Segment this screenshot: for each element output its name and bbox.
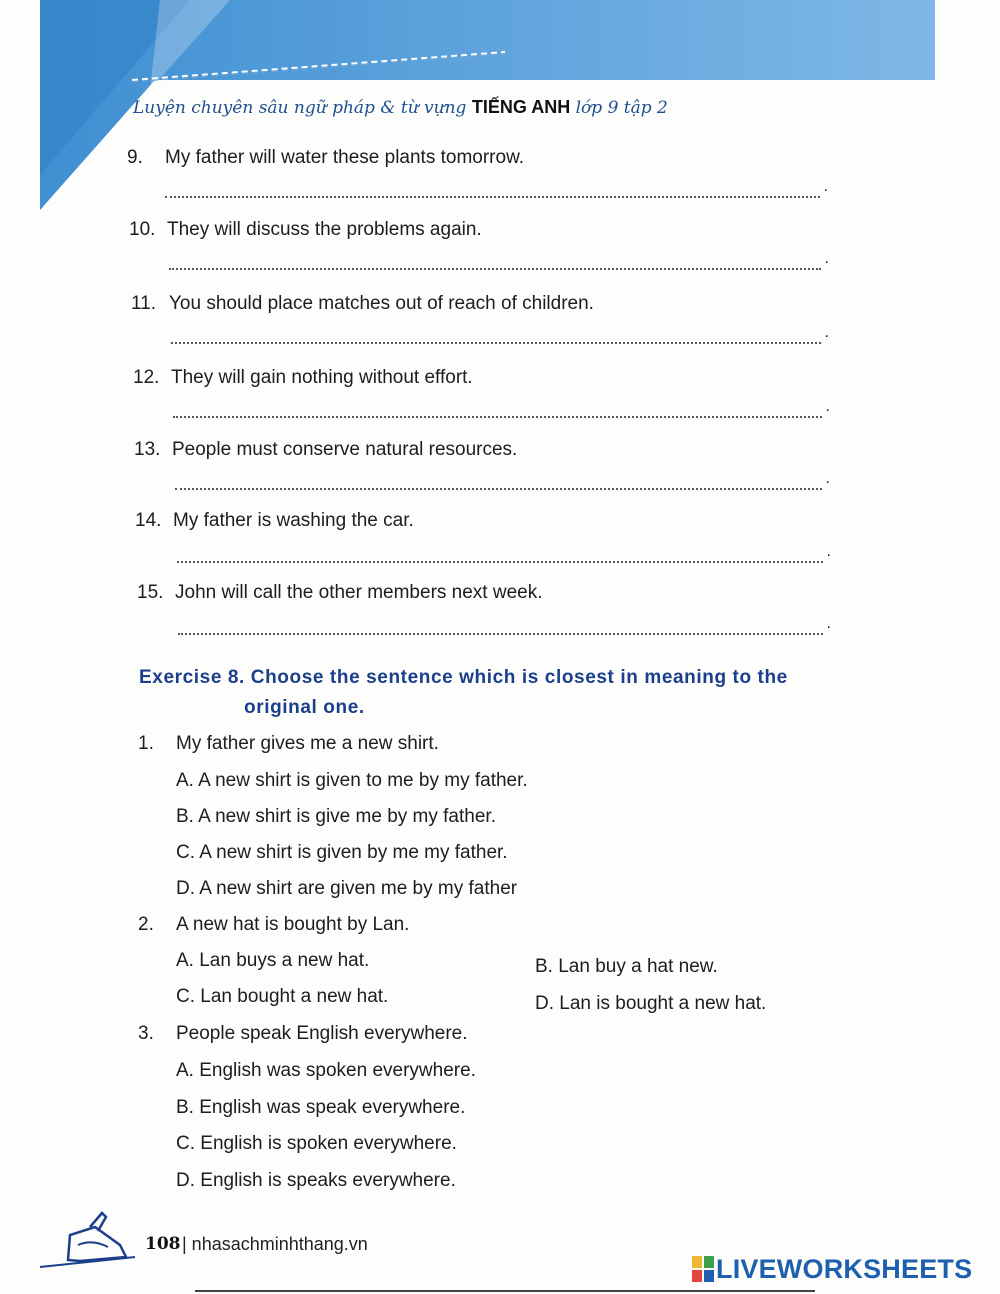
option-b[interactable]: B. Lan buy a hat new.	[535, 956, 718, 977]
rewrite-item: 12. They will gain nothing without effort.	[133, 367, 473, 388]
publisher-site: | nhasachminhthang.vn	[182, 1234, 368, 1254]
header-title-bold: TIẾNG ANH	[471, 97, 571, 117]
option-b[interactable]: B. English was speak everywhere.	[176, 1097, 466, 1118]
header-title-prefix: Luyện chuyên sâu ngữ pháp & từ vựng	[133, 98, 467, 118]
option-d[interactable]: D. A new shirt are given me by my father	[176, 878, 518, 899]
exercise-8-title: Exercise 8. Choose the sentence which is closest in meaning to the original one.	[139, 667, 788, 718]
option-c[interactable]: C. A new shirt is given by me my father.	[176, 842, 508, 863]
option-b[interactable]: B. A new shirt is give me by my father.	[176, 806, 496, 827]
rewrite-item: 10. They will discuss the problems again.	[129, 219, 482, 240]
option-a[interactable]: A. A new shirt is given to me by my father.	[176, 770, 528, 791]
option-d[interactable]: D. Lan is bought a new hat.	[535, 993, 767, 1014]
question: 1. My father gives me a new shirt.	[138, 733, 439, 754]
rewrite-item: 11. You should place matches out of reach of children.	[131, 293, 594, 314]
option-c[interactable]: C. English is spoken everywhere.	[176, 1133, 457, 1154]
answer-line[interactable]	[169, 262, 821, 270]
page-number: 108	[145, 1234, 181, 1254]
header-title-suffix: lớp 9 tập 2	[575, 98, 668, 118]
rewrite-item: 15. John will call the other members next week.	[137, 582, 543, 603]
rewrite-item: 14. My father is washing the car.	[135, 510, 414, 531]
footer-rule	[195, 1290, 815, 1292]
rewrite-item: 9. My father will water these plants tomorrow.	[127, 147, 525, 168]
answer-line[interactable]	[173, 410, 822, 418]
answer-line[interactable]	[177, 555, 823, 563]
answer-line[interactable]	[175, 482, 822, 490]
option-c[interactable]: C. Lan bought a new hat.	[176, 986, 389, 1007]
option-d[interactable]: D. English is speaks everywhere.	[176, 1170, 456, 1191]
option-a[interactable]: A. English was spoken everywhere.	[176, 1060, 476, 1081]
rewrite-item: 13. People must conserve natural resources.	[134, 439, 518, 460]
writing-hand-icon	[40, 1205, 140, 1275]
question: 2. A new hat is bought by Lan.	[138, 914, 410, 935]
answer-line[interactable]	[171, 336, 821, 344]
answer-line[interactable]	[165, 190, 820, 198]
liveworksheets-watermark: LIVEWORKSHEETS	[716, 1254, 973, 1284]
liveworksheets-logo-icon	[692, 1256, 714, 1282]
question: 3. People speak English everywhere.	[138, 1023, 468, 1044]
option-a[interactable]: A. Lan buys a new hat.	[176, 950, 370, 971]
answer-line[interactable]	[178, 627, 823, 635]
header-title	[133, 97, 668, 118]
